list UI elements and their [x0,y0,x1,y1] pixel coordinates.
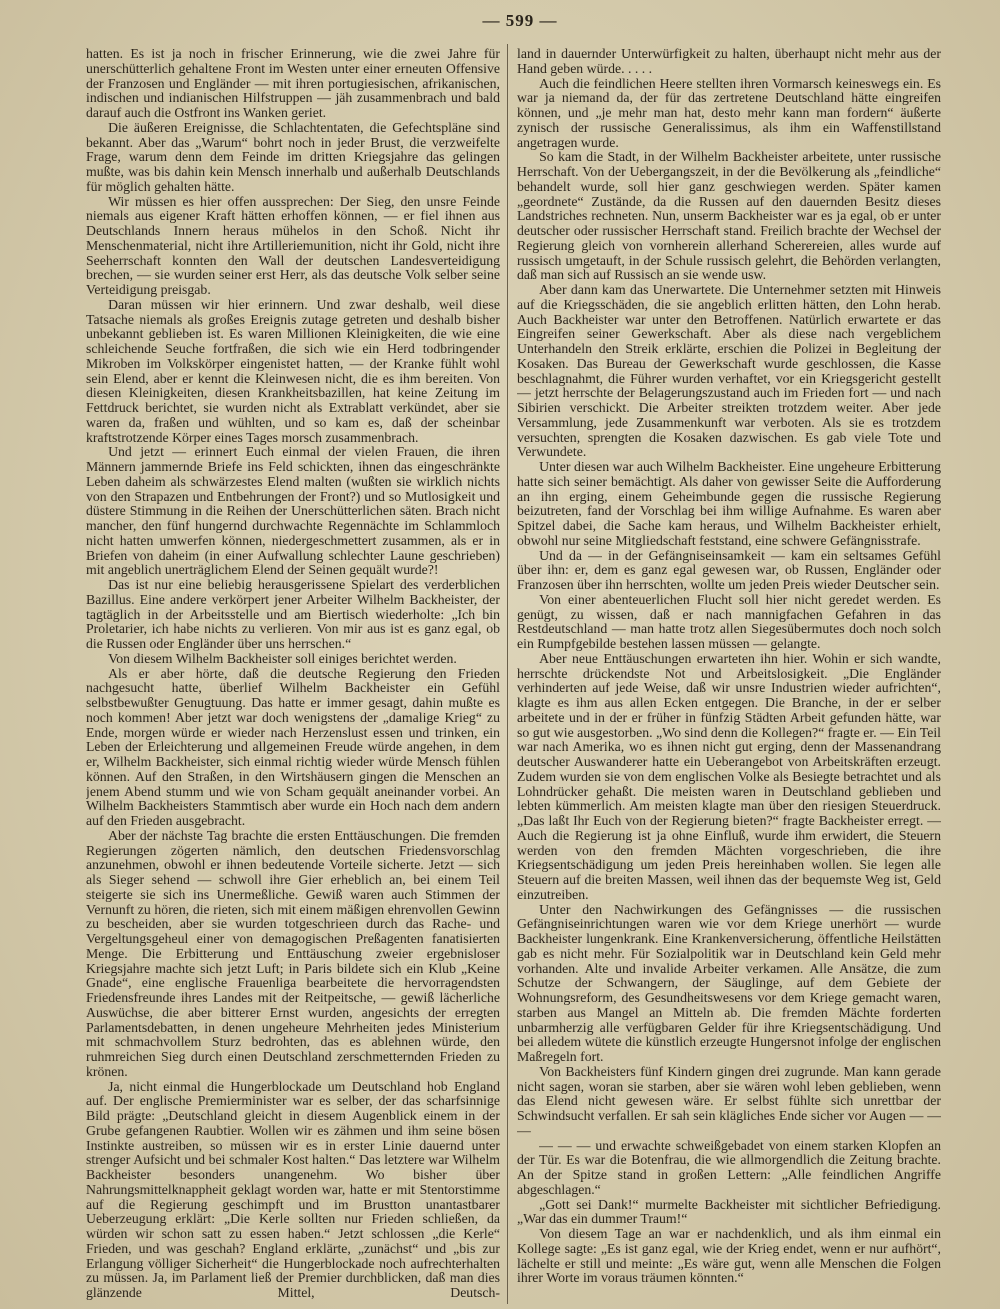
body-paragraph: Aber der nächste Tag brachte die ersten Enttäuschungen. Die fremden Regierungen zögerten nämlich, den deutschen Friedensvorschlag anzunehmen, obwohl er ihnen bedeutende Vorteile sicherte. Jetzt — sich als Sieger sehend — schwoll ihre Gier erheblich an, bei einem Teil steigerte sie sich ins Unermeßliche. Gewiß waren auch Stimmen der Vernunft zu hören, die rieten, sich mit einem mäßigen ehrenvollen Gewinn zu bescheiden, aber sie wurden totgeschrieen durch das Rache- und Vergeltungsgeheul einer von demagogischen Preßagenten fanatisierten Menge. Die Erbitterung und Enttäuschung zweier ergebnisloser Kriegsjahre machte sich jetzt Luft; in Paris bildete sich ein Klub „Keine Gnade“, eine englische Frauenliga bearbeitete die hervorragendsten Friedensfreunde ihres Landes mit der Reitpeitsche, — gewiß lächerliche Auswüchse, die aber bitterer Ernst wurden, angesichts der erregten Parlamentsdebatten, in denen ungeheure Mehrheiten jedes Ministerium mit schmachvollem Sturz bedrohten, das es ablehnen würde, den ruhmreichen Sieg durch einen Deutschland zerschmetternden Frieden zu krönen. [86,827,500,1079]
column-divider [507,44,508,1304]
right-column [517,47,941,1303]
body-paragraph: „Gott sei Dank!“ murmelte Backheister mit sichtlicher Befriedigung. „War das ein dummer Traum!“ [517,1196,941,1227]
left-column [86,47,500,1303]
body-paragraph: Von diesem Tage an war er nachdenklich, und als ihm einmal ein Kollege sagte: „Es ist ganz egal, wie der Krieg endet, wenn er nur aufhört“, lächelte er still und meinte: „Es wäre gut, wenn alle Menschen die Folgen ihrer Worte im voraus träumen könnten.“ [517,1226,941,1286]
body-paragraph: Von diesem Wilhelm Backheister soll einiges berichtet werden. [108,650,457,666]
body-paragraph: Auch die feindlichen Heere stellten ihren Vormarsch keineswegs ein. Es war ja niemand da, der für das zertretene Deutschland hätte eingreifen können, und „je mehr man hat, desto mehr kann man fordern“ äußerte zynisch der russische Generalissimus, als ihm ein Waffenstillstand angetragen wurde. [517,75,941,150]
body-paragraph: Und da — in der Gefängniseinsamkeit — kam ein seltsames Gefühl über ihn: er, dem es ganz egal gewesen war, ob Russen, Engländer oder Franzosen über ihn herrschten, wollte um jeden Preis wieder Deutscher sein. [517,547,941,592]
body-paragraph: hatten. Es ist ja noch in frischer Erinnerung, wie die zwei Jahre für unerschütterlich gehaltene Front im Westen unter einer erneuten Offensive der Franzosen und Engländer — mit ihren portugiesischen, afrikanischen, indischen und indianischen Hilfstruppen — jäh zusammenbrach und bald darauf auch die Ostfront ins Wanken geriet. [86,47,500,120]
body-paragraph: Von Backheisters fünf Kindern gingen drei zugrunde. Man kann gerade nicht sagen, woran sie starben, aber sie wären wohl leben geblieben, wenn das Elend nicht gewesen wäre. Er selbst fühlte sich unrettbar der Schwindsucht verfallen. Er sah sein klägliches Ende sicher vor Augen — — — [517,1063,941,1138]
body-paragraph: So kam die Stadt, in der Wilhelm Backheister arbeitete, unter russische Herrschaft. Von der Uebergangszeit, in der die Bevölkerung als „feindliche“ behandelt wurde, soll hier ganz geschwiegen werden. Später kamen „geordnete“ Zustände, da die Russen auf den dauernden Besitz dieses Landstriches rechneten. Nun, unserm Backheister war es ja egal, ob er unter deutscher oder russischer Herrschaft stand. Freilich brachte der Wechsel der Regierung gleich von vornherein allerhand Scherereien, alles wurde auf russisch umgetauft, in der Schule russisch gelehrt, die Behörden verlangten, daß man sich auf Russisch an sie wende usw. [517,149,941,283]
body-paragraph: Wir müssen es hier offen aussprechen: Der Sieg, den unsre Feinde niemals aus eigener Kraft hätten erhoffen können, — er fiel ihnen aus Deutschlands Innern heraus mühelos in den Schoß. Nicht ihr Menschenmaterial, nicht ihre Artilleriemunition, nicht ihr Gold, nicht ihre Seeherrschaft konnten den Wall der deutschen Landesverteidigung brechen, — sie wurden seiner erst Herr, als das deutsche Volk selber seine Verteidigung preisgab. [86,193,500,297]
body-paragraph: Als er aber hörte, daß die deutsche Regierung den Frieden nachgesucht hatte, überlief Wilhelm Backheister ein Gefühl selbstbewußter Genugtuung. Das hatte er immer gesagt, dahin mußte es noch kommen! Aber jetzt war doch wenigstens der „damalige Krieg“ zu Ende, morgen würde er wieder nach Herzenslust essen und trinken, ein Leben der Erleichterung und allgemeinen Freude würde angehen, in dem er, Wilhelm Backheister, sich einmal richtig wieder würde Mensch fühlen können. Auf den Straßen, in den Wirtshäusern gingen die Menschen an jenem Abend stumm und wie von Scham gequält aneinander vorbei. An Wilhelm Backheisters Stammtisch aber wurde ein Hoch nach dem andern auf den Frieden ausgebracht. [86,665,500,828]
page-number: — 599 — [482,11,558,30]
body-paragraph: Unter den Nachwirkungen des Gefängnisses — die russischen Gefängniseinrichtungen waren wie vor dem Kriege unerhört — wurde Backheister lungenkrank. Eine Krankenversicherung, öffentliche Heilstätten gab es nicht mehr. Für Sozialpolitik war in Deutschland kein Geld mehr vorhanden. Alte und invalide Arbeiter verkamen. Alle Ansätze, die zum Schutze der Schwangern, der Säuglinge, auf dem Gebiete der Wohnungsreform, des Gesundheitswesens vor dem Kriege gemacht waren, starben aus Mangel an Mitteln ab. Die fremden Mächte forderten unbarmherzig alle verfügbaren Gelder für ihre Kriegsentschädigung. Und bei alledem wütete die künstlich erzeugte Hungersnot infolge der englischen Maßregeln fort. [517,901,941,1064]
body-paragraph: — — — und erwachte schweißgebadet von einem starken Klopfen an der Tür. Es war die Botenfrau, die wie allmorgendlich die Zeitung brachte. An der Spitze stand in großen Lettern: „Alle feindlichen Angriffe abgeschlagen.“ [517,1137,941,1197]
body-paragraph: Daran müssen wir hier erinnern. Und zwar deshalb, weil diese Tatsache niemals als großes Ereignis zutage getreten und deshalb bisher unbekannt geblieben ist. Es waren Millionen Kleinigkeiten, die wie eine schleichende Seuche fortfraßen, die sich wie ein Herd todbringender Mikroben im Volkskörper eingenistet hatten, — der Kranke fühlt wohl sein Elend, aber er kennt die Kleinwesen nicht, die es ihm bereiten. Von diesen Kleinigkeiten, diesen Krankheitsbazillen, hat keine Zeitung im Fettdruck berichtet, sie wurden nicht als Extrablatt verkündet, aber sie waren da, fraßen und wühlten, und so kam es, daß der scheinbar kraftstrotzende Körper eines Tages morsch zusammenbrach. [86,296,500,445]
body-paragraph: Aber dann kam das Unerwartete. Die Unternehmer setzten mit Hinweis auf die Kriegsschäden, die sie angeblich erlitten hätten, den Lohn herab. Auch Backheister war unter den Betroffenen. Natürlich erwartete er das Eingreifen seiner Gewerkschaft. Aber als diese nach vergeblichem Unterhandeln den Streik erklärte, erschien die Polizei in Begleitung der Kosaken. Das Bureau der Gewerkschaft wurde geschlossen, die Kasse beschlagnahmt, die Führer wurden verhaftet, vor ein Kriegsgericht gestellt — jetzt herrschte der Belagerungszustand auch im Frieden fort — und nach Sibirien verschickt. Die Arbeiter streikten trotzdem weiter. Aber jede Versammlung, jede Zusammenkunft war verboten. Als sie es trotzdem versuchten, sprengten die Kosaken dazwischen. Es gab viele Tote und Verwundete. [517,282,941,460]
body-paragraph: Und jetzt — erinnert Euch einmal der vielen Frauen, die ihren Männern jammernde Briefe ins Feld schickten, ihnen das eingeschränkte Leben daheim als schwärzestes Elend malten (wußten sie wirklich nichts von den Strapazen und Entbehrungen der Front?) und so Mutlosigkeit und düstere Stimmung in die Reihen der Unerschütterlichen säten. Brach nicht mancher, den fünf hungernd durchwachte Regennächte im Schlammloch nicht hatten umwerfen können, niedergeschmettert zusammen, als er in Briefen von daheim (in einer Aufwallung schlechter Laune geschrieben) mit angeblich unerträglichem Elend der Seinen gequält wurde?! [86,444,500,578]
body-paragraph: Von einer abenteuerlichen Flucht soll hier nicht geredet werden. Es genügt, zu wissen, daß er nach mannigfachen Gefahren in das Restdeutschland — man hatte trotz allen Siegesübermutes doch noch solch ein Rumpfgebilde bestehen lassen müssen — gelangte. [517,591,941,651]
body-paragraph: Ja, nicht einmal die Hungerblockade um Deutschland hob England auf. Der englische Premierminister war es selber, der das scharfsinnige Bild prägte: „Deutschland gleicht in diesem Augenblick einem in der Grube gefangenen Raubtier. Wollen wir es zähmen und ihm seine bösen Instinkte austreiben, so müssen wir es in erster Linie dauernd unter strenger Aufsicht und bei schmaler Kost halten.“ Das letztere war Wilhelm Backheister besonders unangenehm. Wo bisher über Nahrungsmittelknappheit geklagt worden war, hatte er mit Stentorstimme auf die Regierung geschimpft und im Brustton unantastbarer Ueberzeugung erklärt: „Die Kerle sollten nur Frieden schließen, da würden wir schon satt zu essen haben.“ Jetzt schlossen „die Kerle“ Frieden, und was geschah? England erklärte, „zunächst“ und „bis zur Erlangung völliger Sicherheit“ die Hungerblockade noch aufrechterhalten zu müssen. Ja, im Parlament ließ der Premier durchblicken, daß man dies glänzende Mittel, Deutsch- [86,1078,500,1300]
body-paragraph: land in dauernder Unterwürfigkeit zu halten, überhaupt nicht mehr aus der Hand geben würde. . . . . [517,47,941,76]
body-paragraph: Aber neue Enttäuschungen erwarteten ihn hier. Wohin er sich wandte, herrschte drückendste Not und Arbeitslosigkeit. „Die Engländer verhinderten auf jede Weise, daß wir unsre Industrien wieder aufrichten“, klagte es ihm aus allen Ecken entgegen. Die Branche, in der er selber arbeitete und in der er früher in fünfzig Städten Arbeit gefunden hätte, war so gut wie ausgestorben. „Wo sind denn die Kollegen?“ fragte er. — Ein Teil war nach Amerika, wo es ihnen nicht gut erging, denn der Massenandrang deutscher Auswanderer hatte ein Ueberangebot von Arbeitskräften erzeugt. Zudem wurden sie von dem englischen Volke als Besiegte betrachtet und als Lohndrücker gehaßt. Die meisten waren in Deutschland geblieben und lebten kümmerlich. Am meisten klagte man über den riesigen Steuerdruck. „Das laßt Ihr Euch von der Regierung bieten?“ fragte Backheister erregt. — Auch die Regierung ist ja ohne Einfluß, wurde ihm erwidert, die Steuern werden von den fremden Mächten vorgeschrieben, die ihre Kriegsentschädigung um jeden Preis hereinhaben wollen. Sie legen alle Steuern auf die breiten Massen, weil ihnen das der bequemste Weg ist, Geld einzutreiben. [517,650,941,902]
body-paragraph: Unter diesen war auch Wilhelm Backheister. Eine ungeheure Erbitterung hatte sich seiner bemächtigt. Als daher von gewisser Seite die Aufforderung an ihn erging, einem Geheimbunde gegen die russische Regierung beizutreten, fand der Vorschlag bei ihm willige Aufnahme. Es waren aber Spitzel dabei, die Sache kam heraus, und Wilhelm Backheister erhielt, obwohl nur seine Mitgliedschaft feststand, eine schwere Gefängnisstrafe. [517,459,941,548]
body-paragraph: Die äußeren Ereignisse, die Schlachtentaten, die Gefechtspläne sind bekannt. Aber das „Warum“ bohrt noch in jeder Brust, die verzweifelte Frage, warum denn dem Feinde im dritten Kriegsjahre das gelingen mußte, was bis dahin kein Mensch innerhalb und außerhalb Deutschlands für möglich gehalten hätte. [86,119,500,194]
body-paragraph: Das ist nur eine beliebig herausgerissene Spielart des verderblichen Bazillus. Eine andere verkörpert jener Arbeiter Wilhelm Backheister, der tagtäglich in der Arbeitsstelle und am Biertisch wiederholte: „Ich bin Proletarier, ich habe nichts zu verlieren. Von mir aus ist es ganz egal, ob die Russen oder Engländer über uns herrschen.“ [86,577,500,651]
